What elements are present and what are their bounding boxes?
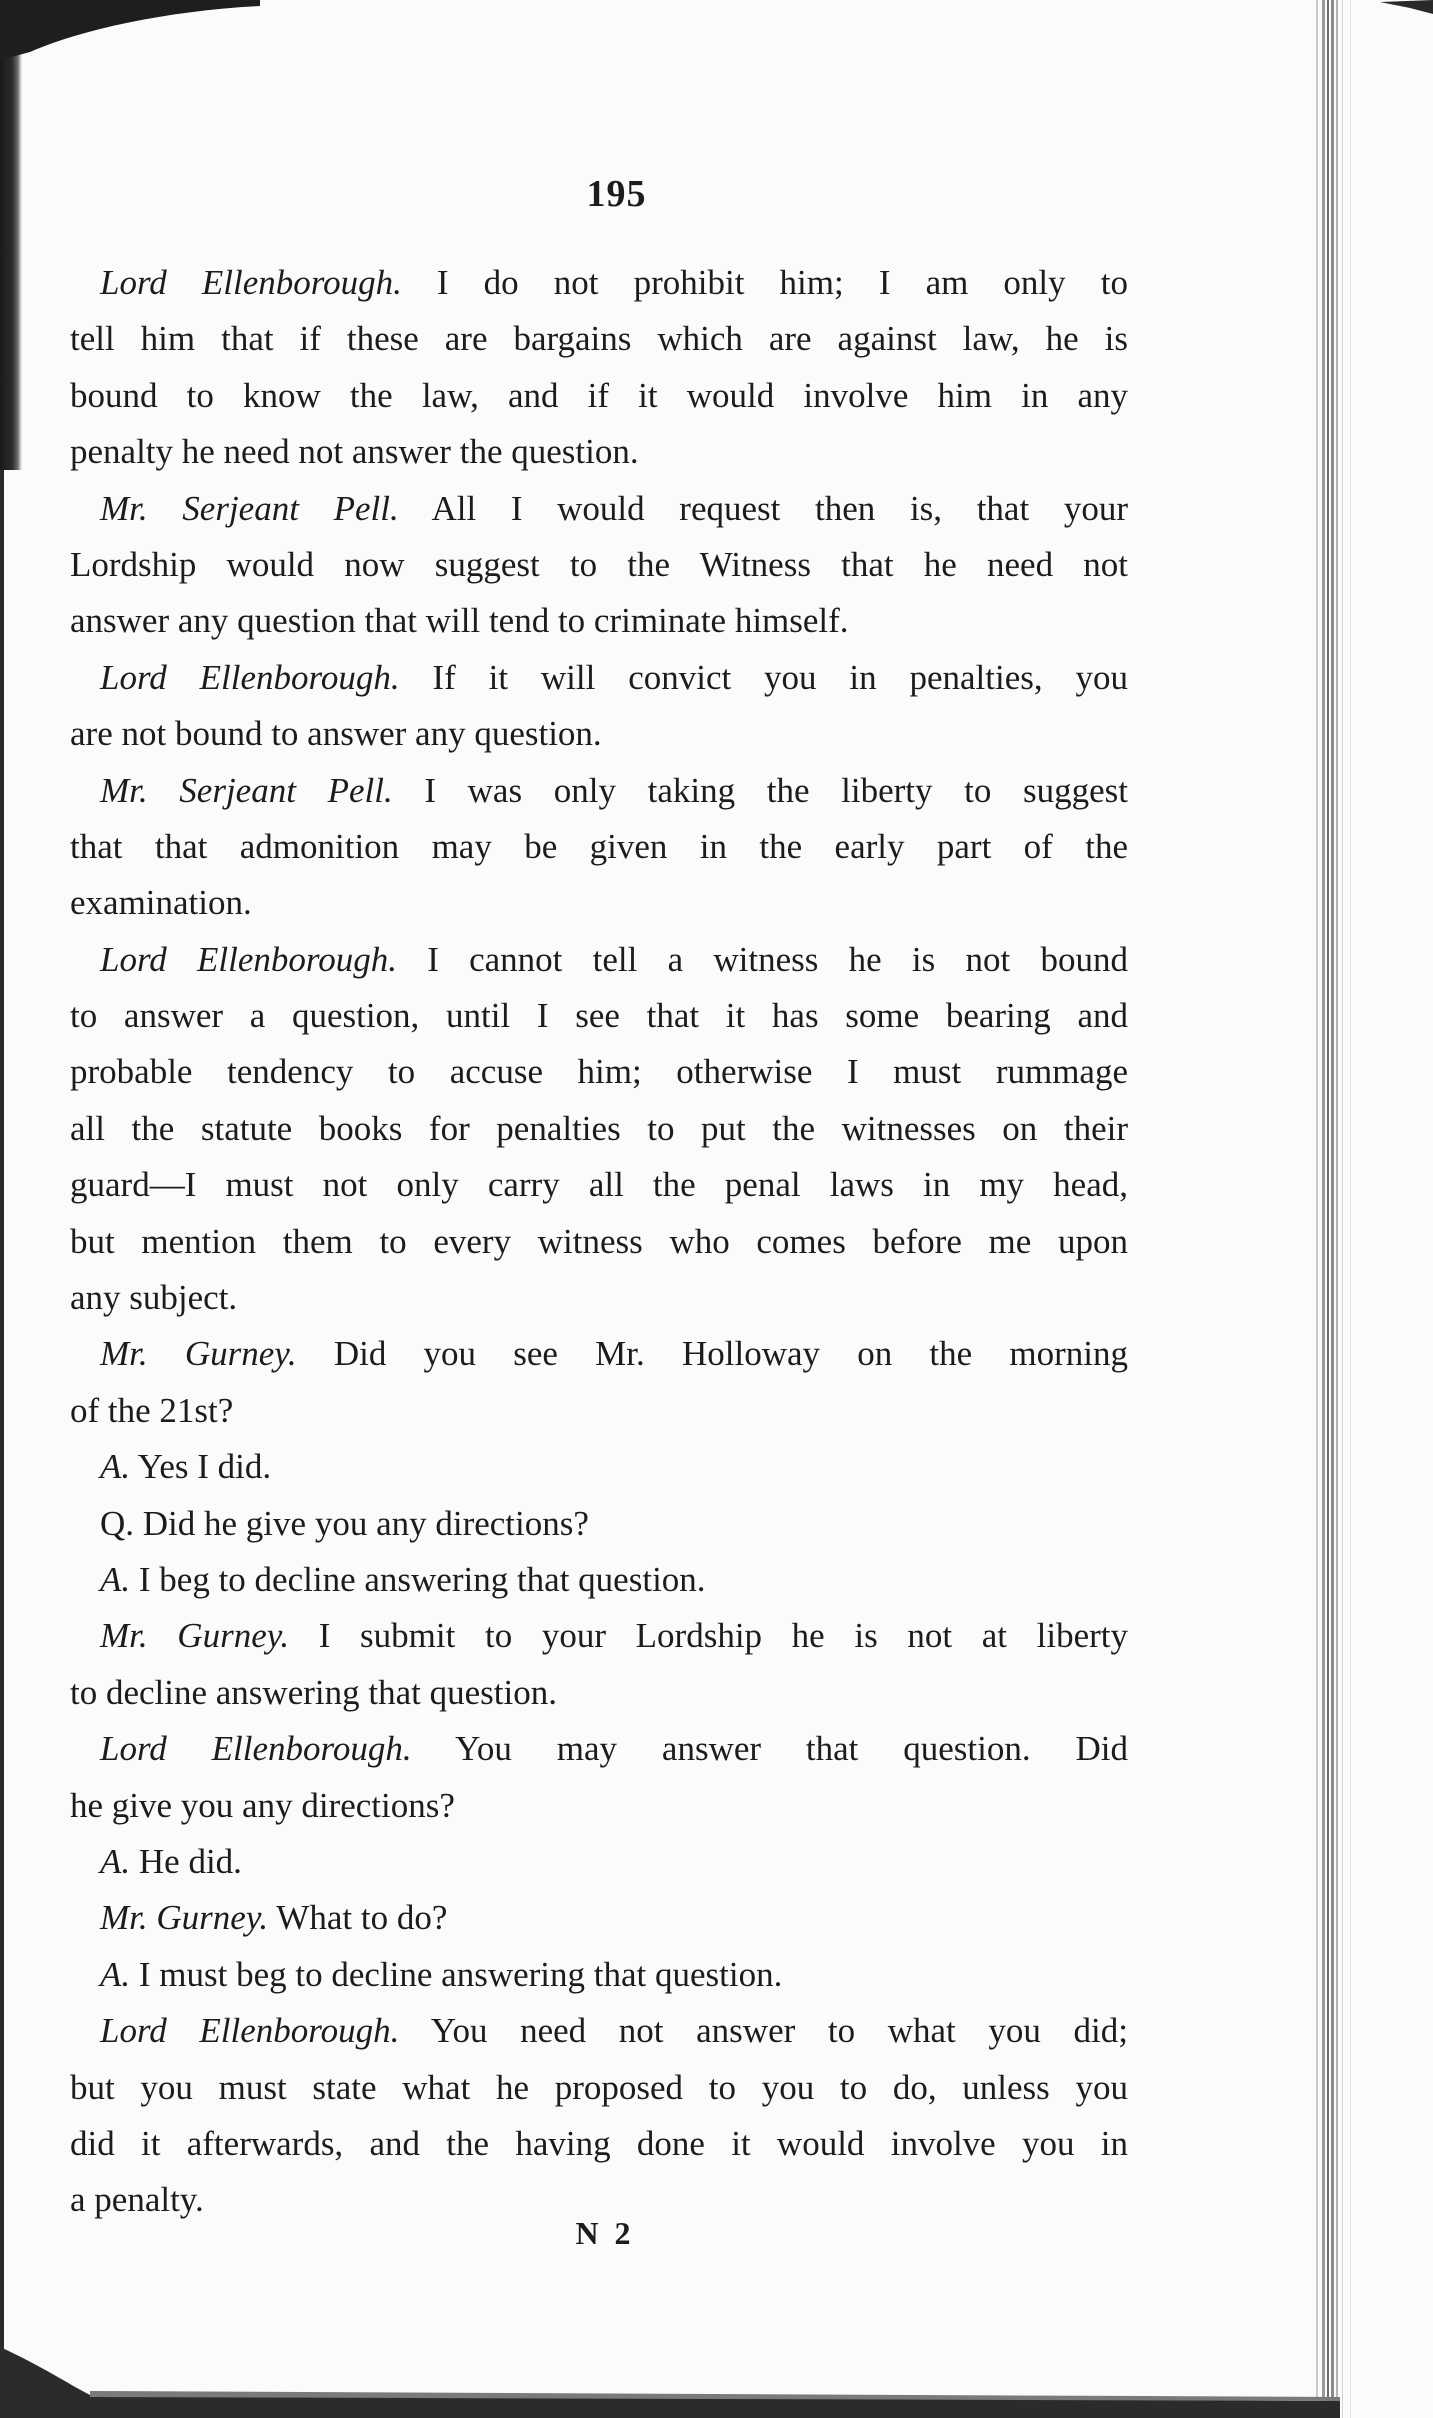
line-text: I cannot tell a witness he is not bound	[396, 939, 1128, 979]
line-text: are not bound to answer any question.	[70, 714, 602, 754]
text-line	[70, 255, 1128, 311]
line-text: to decline answering that question.	[70, 1672, 557, 1712]
speaker-name: A.	[100, 1447, 131, 1487]
line-text: tell him that if these are bargains which are against law, he is	[70, 319, 1128, 359]
text-line	[70, 1270, 1128, 1326]
text-line	[70, 1834, 1128, 1890]
line-text: He did.	[130, 1841, 242, 1881]
body-text	[70, 255, 1128, 2229]
line-text: to answer a question, until I see that it has some bearing and	[70, 996, 1128, 1036]
speaker-name: Lord Ellenborough.	[100, 263, 402, 302]
line-text: If it will convict you in penalties, you	[399, 657, 1128, 697]
line-text: Lordship would now suggest to the Witness that he need not	[70, 544, 1128, 584]
line-text: did it afterwards, and the having done it would involve you in	[70, 2123, 1128, 2163]
line-text: Yes I did.	[130, 1447, 272, 1487]
line-text: but you must state what he proposed to you to do, unless you	[70, 2067, 1128, 2107]
signature-mark: N 2	[575, 2215, 635, 2251]
text-line	[70, 424, 1128, 480]
line-text: of the 21st?	[70, 1390, 234, 1430]
text-line	[70, 1496, 1128, 1552]
speaker-name: A.	[100, 1841, 131, 1881]
speaker-name: Mr. Serjeant Pell.	[100, 770, 393, 810]
text-line	[70, 1157, 1128, 1213]
line-text: You may answer that question. Did	[411, 1729, 1128, 1769]
text-line	[70, 1947, 1128, 2003]
line-text: What to do?	[268, 1898, 448, 1938]
text-line	[70, 1326, 1128, 1382]
line-text: but mention them to every witness who comes before me upon	[70, 1221, 1128, 1261]
text-line	[70, 1890, 1128, 1946]
line-text: All I would request then is, that your	[398, 488, 1128, 528]
text-line	[70, 1214, 1128, 1270]
line-text: a penalty.	[70, 2180, 204, 2220]
text-line	[70, 763, 1128, 819]
line-text: I do not prohibit him; I am only to	[401, 263, 1128, 302]
line-text: Q. Did he give you any directions?	[100, 1503, 589, 1543]
page-number: 195	[586, 173, 647, 215]
text-line	[70, 1383, 1128, 1439]
line-text: I was only taking the liberty to suggest	[392, 770, 1129, 810]
speaker-name: Lord Ellenborough.	[100, 939, 397, 979]
text-line	[70, 2003, 1128, 2059]
line-text: I must beg to decline answering that question.	[130, 1954, 783, 1994]
text-line	[70, 481, 1128, 537]
speaker-name: Mr. Gurney.	[100, 1616, 290, 1656]
line-text: he give you any directions?	[70, 1785, 455, 1825]
text-line	[70, 537, 1128, 593]
line-text: that that admonition may be given in the early part of the	[70, 826, 1128, 866]
speaker-name: Lord Ellenborough.	[100, 657, 400, 697]
text-line	[70, 1439, 1128, 1495]
speaker-name: Lord Ellenborough.	[100, 1729, 412, 1769]
binding-gutter	[1308, 0, 1368, 2418]
line-text: answer any question that will tend to criminate himself.	[70, 601, 849, 641]
text-line	[70, 819, 1128, 875]
line-text: all the statute books for penalties to put the witnesses on their	[70, 1108, 1128, 1148]
text-line	[70, 2116, 1128, 2172]
text-line	[70, 706, 1128, 762]
line-text: penalty he need not answer the question.	[70, 432, 639, 472]
line-text: probable tendency to accuse him; otherwise I must rummage	[70, 1052, 1128, 1092]
speaker-name: A.	[100, 1559, 131, 1599]
text-line	[70, 875, 1128, 931]
bottom-edge-shadow	[0, 2335, 1433, 2418]
line-text: Did you see Mr. Holloway on the morning	[296, 1334, 1128, 1374]
page-left-edge-shadow	[0, 0, 22, 470]
line-text: I submit to your Lordship he is not at liberty	[289, 1616, 1129, 1656]
text-line	[70, 932, 1128, 988]
text-line	[70, 2060, 1128, 2116]
speaker-name: Mr. Gurney.	[100, 1334, 297, 1374]
text-line	[70, 1101, 1128, 1157]
line-text: bound to know the law, and if it would involve him in any	[70, 375, 1128, 415]
text-line	[70, 650, 1128, 706]
line-text: You need not answer to what you did;	[399, 2011, 1128, 2051]
text-line	[70, 1608, 1128, 1664]
speaker-name: A.	[100, 1954, 131, 1994]
text-line	[70, 593, 1128, 649]
text-line	[70, 1778, 1128, 1834]
text-line	[70, 1044, 1128, 1100]
line-text: guard—I must not only carry all the penal laws in my head,	[70, 1165, 1128, 1205]
speaker-name: Mr. Gurney.	[100, 1898, 269, 1938]
text-line	[70, 1665, 1128, 1721]
text-line	[70, 311, 1128, 367]
text-line	[70, 368, 1128, 424]
text-line	[70, 988, 1128, 1044]
line-text: examination.	[70, 883, 252, 923]
speaker-name: Lord Ellenborough.	[100, 2011, 400, 2051]
line-text: I beg to decline answering that question.	[130, 1559, 706, 1599]
speaker-name: Mr. Serjeant Pell.	[100, 488, 399, 528]
top-right-corner-mark	[1380, 0, 1433, 20]
text-line	[70, 1721, 1128, 1777]
line-text: any subject.	[70, 1278, 238, 1318]
top-left-corner-shadow	[0, 0, 260, 60]
text-line	[70, 1552, 1128, 1608]
